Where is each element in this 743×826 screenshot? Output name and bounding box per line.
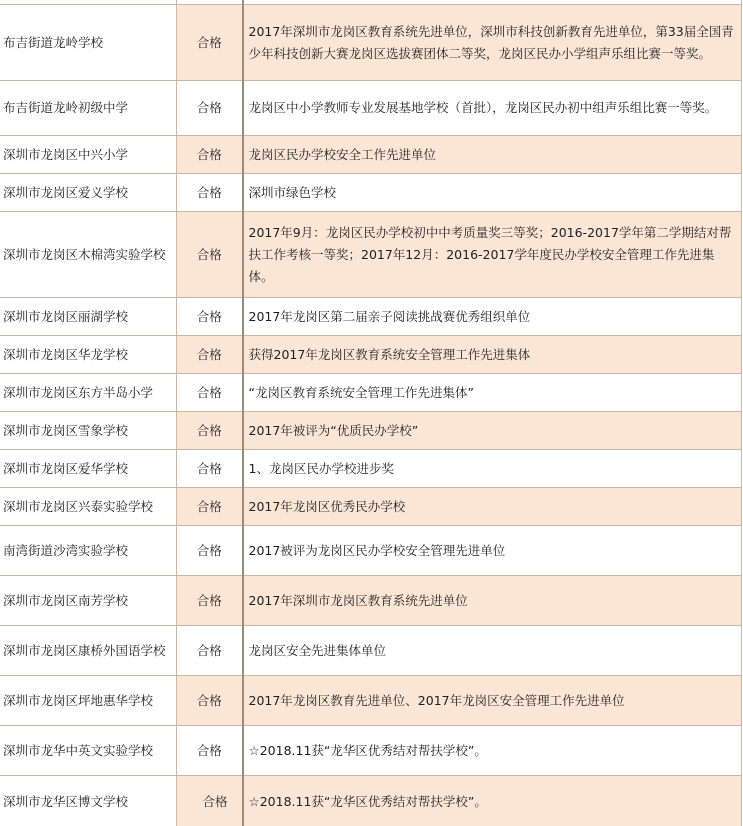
school-name-cell: 深圳市龙岗区华龙学校 — [0, 336, 177, 374]
school-name-cell: 深圳市龙华区博文学校 — [0, 776, 177, 826]
school-name-cell: 深圳市龙岗区中兴小学 — [0, 136, 177, 174]
table-row — [0, 526, 742, 576]
school-name-cell: 南湾街道沙湾实验学校 — [0, 526, 177, 576]
honor-cell: 获得2017年龙岗区教育系统安全管理工作先进集体 — [243, 336, 742, 374]
result-cell: 合格 — [177, 726, 243, 776]
table-row — [0, 212, 742, 298]
honor-cell: 2017年深圳市龙岗区教育系统先进单位，深圳市科技创新教育先进单位，第33届全国青少年科技创新大赛龙岗区选拔赛团体二等奖，龙岗区民办小学组声乐组比赛一等奖。 — [243, 5, 742, 81]
honor-cell: 龙岗区安全先进集体单位 — [243, 626, 742, 676]
table-row — [0, 488, 742, 526]
honor-cell: 深圳市绿色学校 — [243, 174, 742, 212]
result-cell: 合格 — [177, 136, 243, 174]
table-row — [0, 412, 742, 450]
table-row — [0, 776, 742, 826]
school-name-cell: 深圳市龙岗区爱华学校 — [0, 450, 177, 488]
school-name-cell: 深圳市龙岗区南芳学校 — [0, 576, 177, 626]
table-row — [0, 726, 742, 776]
table-row — [0, 576, 742, 626]
honor-cell: 2017年龙岗区教育先进单位、2017年龙岗区安全管理工作先进单位 — [243, 676, 742, 726]
honor-cell: 2017年龙岗区第二届亲子阅读挑战赛优秀组织单位 — [243, 298, 742, 336]
school-name-cell: 深圳市龙岗区东方半岛小学 — [0, 374, 177, 412]
table-row — [0, 5, 742, 81]
honor-cell: 2017年被评为“优质民办学校” — [243, 412, 742, 450]
result-cell: 合格 — [177, 526, 243, 576]
result-cell: 合格 — [177, 488, 243, 526]
result-cell: 合格 — [177, 81, 243, 136]
honor-cell: 2017年9月：龙岗区民办学校初中中考质量奖三等奖；2016-2017学年第二学期结对帮扶工作考核一等奖；2017年12月：2016-2017学年度民办学校安全管理工作先进集体。 — [243, 212, 742, 298]
honor-cell: 2017年深圳市龙岗区教育系统先进单位 — [243, 576, 742, 626]
school-name-cell: 深圳市龙华中英文实验学校 — [0, 726, 177, 776]
honor-cell: 2017被评为龙岗区民办学校安全管理先进单位 — [243, 526, 742, 576]
honor-cell: 1、龙岗区民办学校进步奖 — [243, 450, 742, 488]
result-cell: 合格 — [177, 450, 243, 488]
school-name-cell: 深圳市龙岗区木棉湾实验学校 — [0, 212, 177, 298]
honor-cell: ☆2018.11获“龙华区优秀结对帮扶学校”。 — [243, 726, 742, 776]
honor-cell: 2017年龙岗区优秀民办学校 — [243, 488, 742, 526]
school-name-cell: 深圳市龙岗区兴泰实验学校 — [0, 488, 177, 526]
result-cell: 合格 — [177, 298, 243, 336]
school-name-cell: 深圳市龙岗区爱义学校 — [0, 174, 177, 212]
table-row — [0, 450, 742, 488]
table-row — [0, 374, 742, 412]
result-cell: 合格 — [177, 776, 243, 826]
table-row — [0, 136, 742, 174]
school-name-cell: 深圳市龙岗区坪地惠华学校 — [0, 676, 177, 726]
school-name-cell: 布吉街道龙岭学校 — [0, 5, 177, 81]
table-row — [0, 626, 742, 676]
result-cell: 合格 — [177, 174, 243, 212]
result-cell: 合格 — [177, 412, 243, 450]
school-name-cell: 深圳市龙岗区雪象学校 — [0, 412, 177, 450]
result-cell: 合格 — [177, 5, 243, 81]
result-cell: 合格 — [177, 212, 243, 298]
school-name-cell: 深圳市龙岗区康桥外国语学校 — [0, 626, 177, 676]
table-row — [0, 81, 742, 136]
table-row — [0, 676, 742, 726]
table-row — [0, 298, 742, 336]
honor-cell: 龙岗区民办学校安全工作先进单位 — [243, 136, 742, 174]
result-cell: 合格 — [177, 576, 243, 626]
result-cell: 合格 — [177, 626, 243, 676]
school-name-cell: 深圳市龙岗区丽湖学校 — [0, 298, 177, 336]
honor-cell: 龙岗区中小学教师专业发展基地学校（首批），龙岗区民办初中组声乐组比赛一等奖。 — [243, 81, 742, 136]
result-cell: 合格 — [177, 374, 243, 412]
table-row — [0, 336, 742, 374]
result-cell: 合格 — [177, 676, 243, 726]
honor-cell: “龙岗区教育系统安全管理工作先进集体” — [243, 374, 742, 412]
school-name-cell: 布吉街道龙岭初级中学 — [0, 81, 177, 136]
honor-cell: ☆2018.11获“龙华区优秀结对帮扶学校”。 — [243, 776, 742, 826]
table-row — [0, 174, 742, 212]
result-cell: 合格 — [177, 336, 243, 374]
